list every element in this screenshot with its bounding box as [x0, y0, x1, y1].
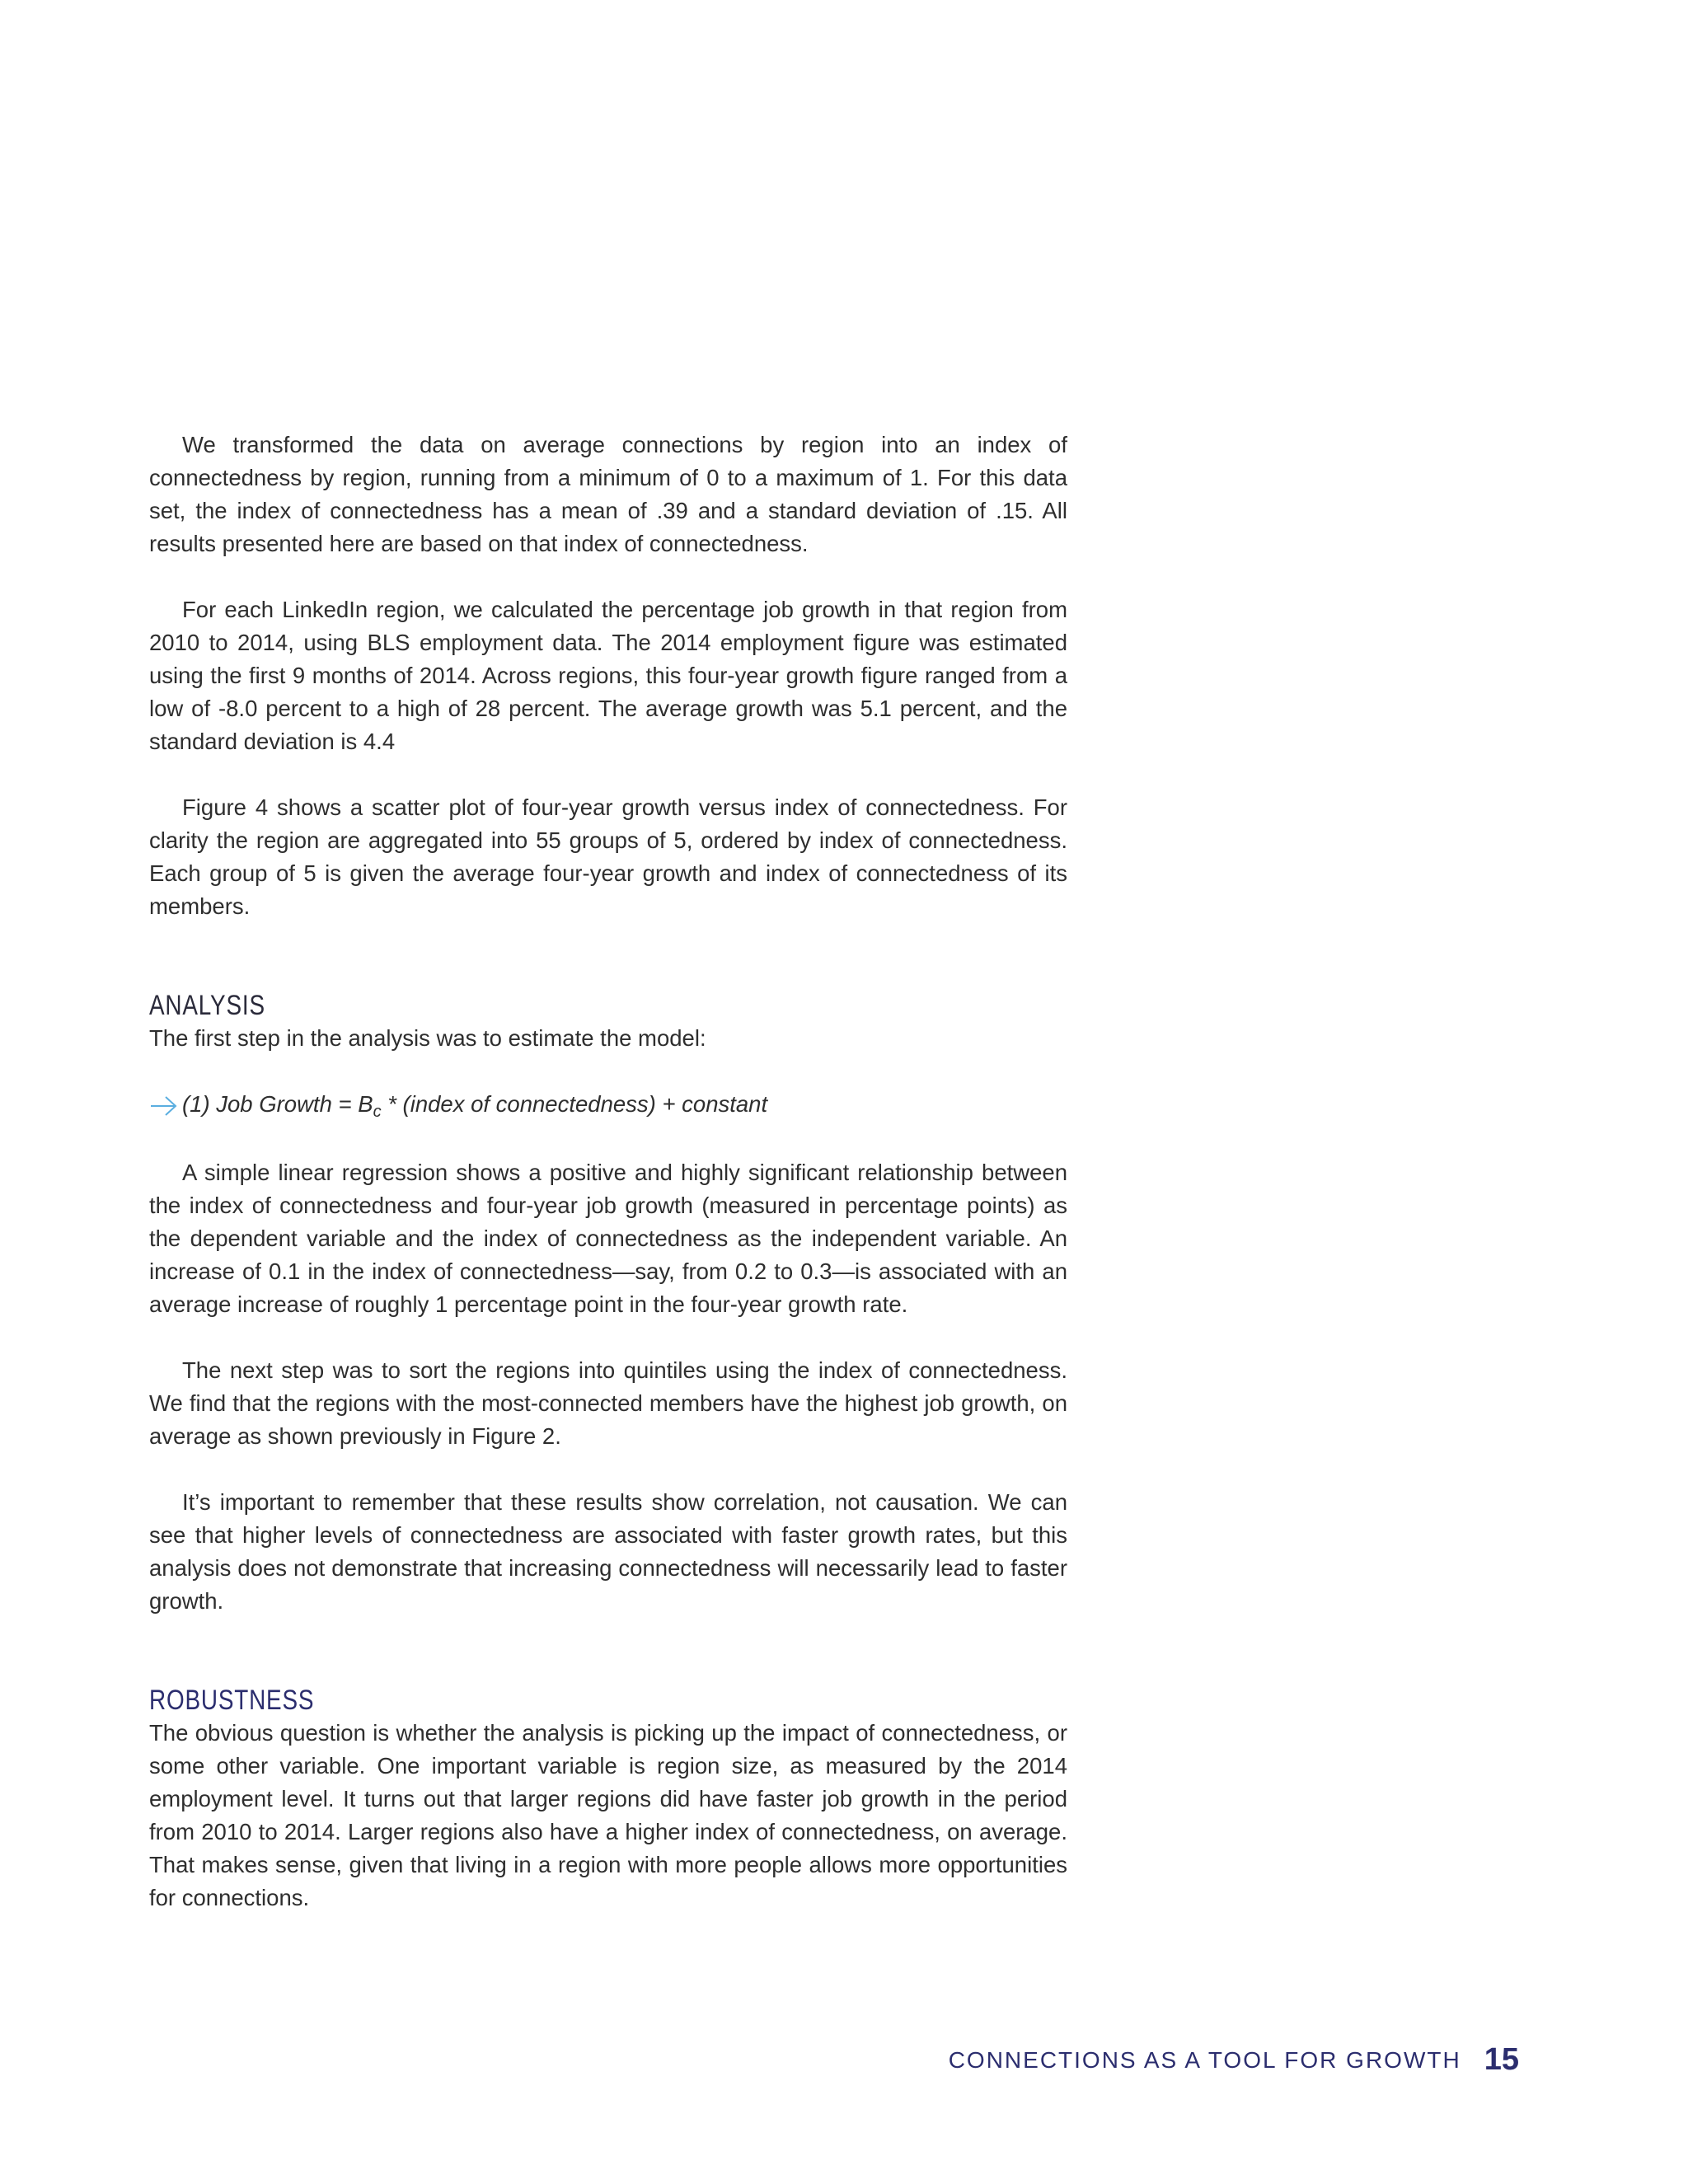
analysis-heading: ANALYSIS [149, 990, 265, 1021]
analysis-paragraph-1: A simple linear regression shows a positive and highly significant relationship between the index of connectedness and four-year job growth (measured in percentage points) as the dependent variable and the index of connectedness as the independent variable. An increase of 0.1 in the index of connectedness—say, from 0.2 to 0.3—is associated with an average increase of roughly 1 percentage point in the four-year growth rate. [149, 1160, 1067, 1317]
page-number: 15 [1484, 2042, 1519, 2077]
formula-text [182, 1088, 767, 1123]
robustness-paragraph: The obvious question is whether the analysis is picking up the impact of connectedness, or some other variable. One important variable is region size, as measured by the 2014 employment level. It turns out that larger regions did have faster job growth in the period from 2010 to 2014. Larger regions also have a higher index of connectedness, on average. That makes sense, given that living in a region with more people allows more opportunities for connections. [149, 1720, 1067, 1910]
formula-after: * (index of connectedness) + constant [381, 1091, 768, 1117]
page-footer [949, 2042, 1519, 2078]
intro-paragraph-3: Figure 4 shows a scatter plot of four-year growth versus index of connectedness. For clarity the region are aggregated into 55 groups of 5, ordered by index of connectedness. Each group of 5 is given the average four-year growth and index of connectedness of its members. [149, 794, 1067, 919]
intro-paragraph-2: For each LinkedIn region, we calculated the percentage job growth in that region from 2010 to 2014, using BLS employment data. The 2014 employment figure was estimated using the first 9 months of 2014. Across regions, this four-year growth figure ranged from a low of -8.0 percent to a high of 28 percent. The average growth was 5.1 percent, and the standard deviation is 4.4 [149, 597, 1067, 754]
formula-subscript: c [373, 1103, 382, 1121]
arrow-right-icon [149, 1094, 179, 1118]
formula-before: (1) Job Growth = B [182, 1091, 373, 1117]
model-formula [149, 1088, 1067, 1123]
analysis-lead: The first step in the analysis was to estimate the model: [149, 1025, 706, 1051]
analysis-paragraph-2: The next step was to sort the regions into quintiles using the index of connectedness. We find that the regions with the most-connected members have the highest job growth, on average as shown previously in Figure 2. [149, 1357, 1067, 1449]
intro-paragraph-1: We transformed the data on average connections by region into an index of connectedness by region, running from a minimum of 0 to a maximum of 1. For this data set, the index of connectedness has a mean of .39 and a standard deviation of .15. All results presented here are based on that index of connectedness. [149, 432, 1067, 556]
analysis-paragraph-3: It’s important to remember that these results show correlation, not causation. We can see that higher levels of connectedness are associated with faster growth rates, but this analysis does not demonstrate that increasing connectedness will necessarily lead to faster growth. [149, 1489, 1067, 1614]
robustness-heading: ROBUSTNESS [149, 1685, 315, 1716]
main-column [149, 429, 1067, 1947]
footer-title: CONNECTIONS AS A TOOL FOR GROWTH [948, 2046, 1461, 2073]
